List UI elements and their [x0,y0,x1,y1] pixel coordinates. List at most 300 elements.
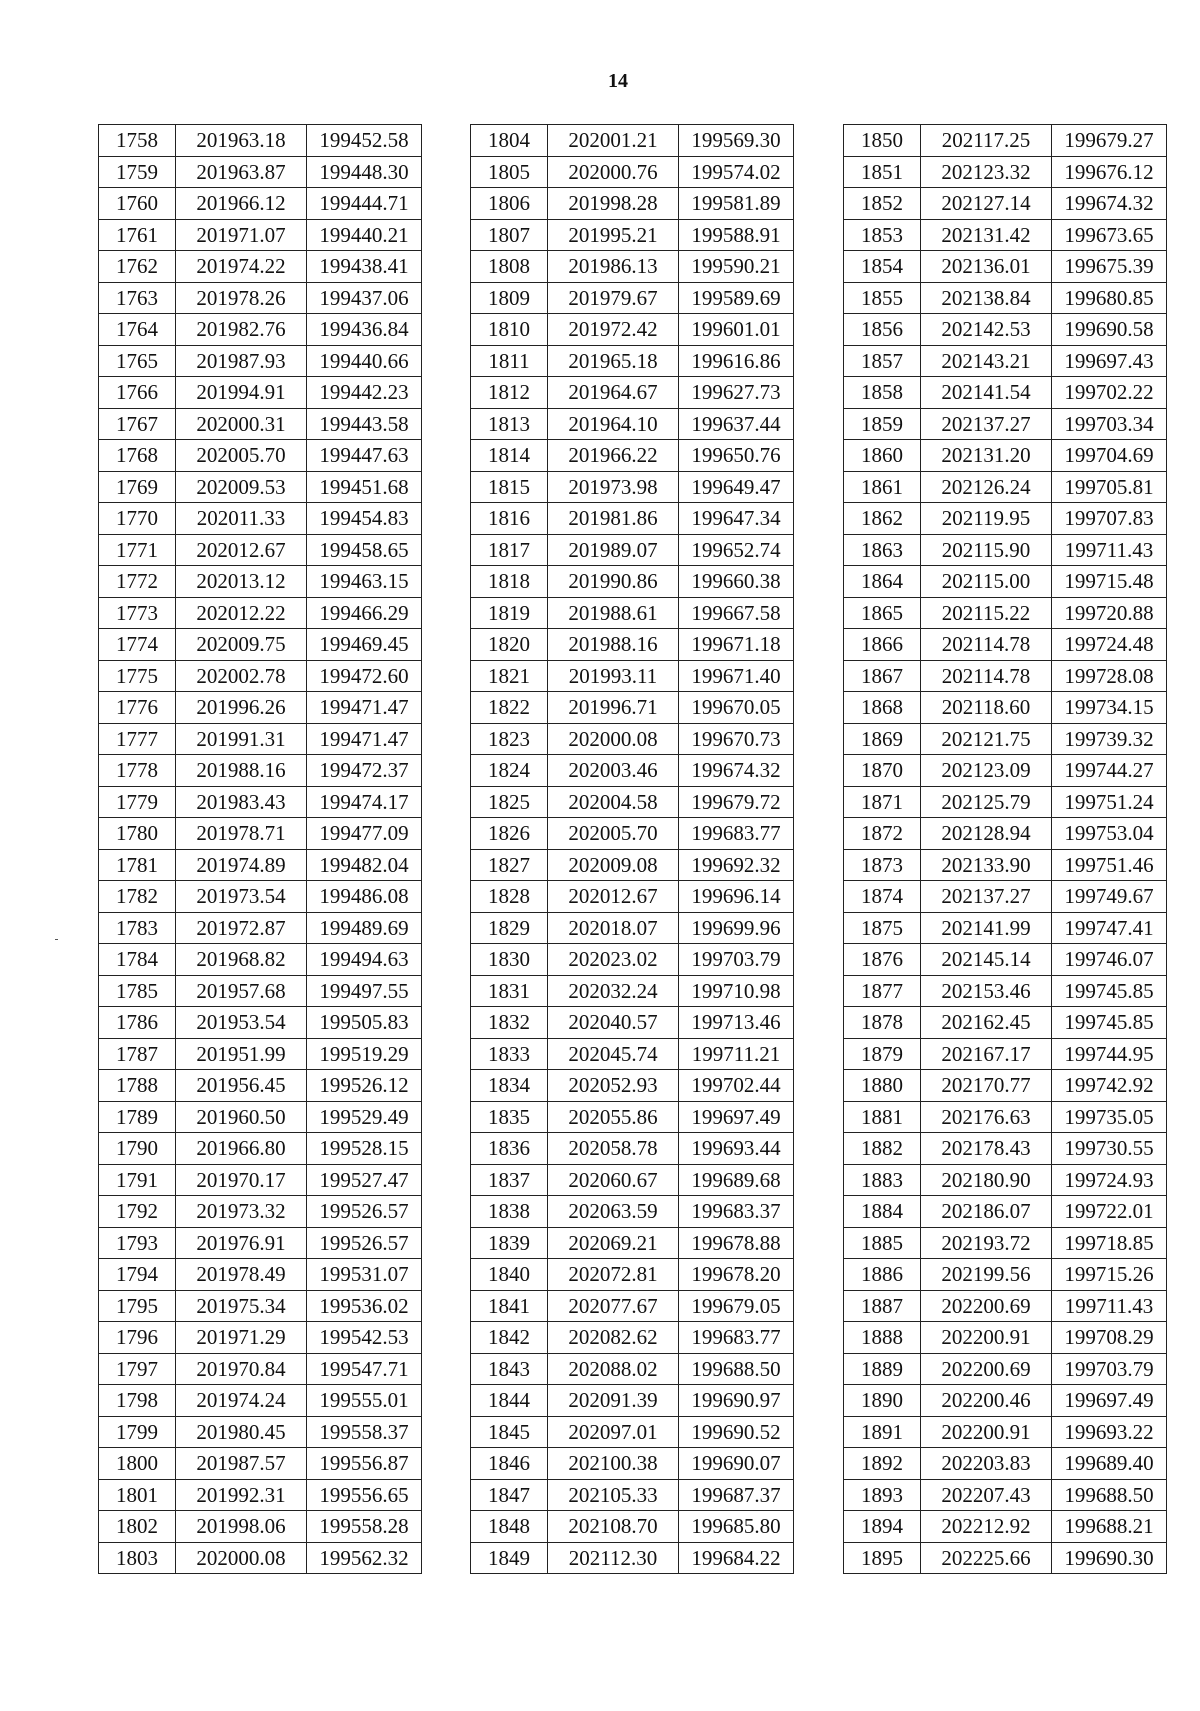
x-coordinate-cell: 202118.60 [921,692,1052,724]
y-coordinate-cell: 199692.32 [679,849,794,881]
table-row [99,1353,422,1385]
x-coordinate-cell: 202072.81 [548,1259,679,1291]
x-coordinate-cell: 202115.00 [921,566,1052,598]
y-coordinate-cell: 199440.21 [307,219,422,251]
y-coordinate-cell: 199670.05 [679,692,794,724]
table-row [471,440,794,472]
table-row [844,975,1167,1007]
y-coordinate-cell: 199685.80 [679,1511,794,1543]
x-coordinate-cell: 202200.46 [921,1385,1052,1417]
point-number-cell: 1782 [99,881,176,913]
y-coordinate-cell: 199670.73 [679,723,794,755]
x-coordinate-cell: 201963.18 [176,125,307,157]
x-coordinate-cell: 202011.33 [176,503,307,535]
point-number-cell: 1891 [844,1416,921,1448]
y-coordinate-cell: 199678.88 [679,1227,794,1259]
table-row [471,1007,794,1039]
x-coordinate-cell: 202009.75 [176,629,307,661]
y-coordinate-cell: 199742.92 [1052,1070,1167,1102]
y-coordinate-cell: 199684.22 [679,1542,794,1574]
point-number-cell: 1820 [471,629,548,661]
point-number-cell: 1764 [99,314,176,346]
y-coordinate-cell: 199702.22 [1052,377,1167,409]
table-row [844,471,1167,503]
y-coordinate-cell: 199679.72 [679,786,794,818]
point-number-cell: 1838 [471,1196,548,1228]
point-number-cell: 1849 [471,1542,548,1574]
x-coordinate-cell: 201953.54 [176,1007,307,1039]
y-coordinate-cell: 199710.98 [679,975,794,1007]
y-coordinate-cell: 199482.04 [307,849,422,881]
x-coordinate-cell: 201951.99 [176,1038,307,1070]
point-number-cell: 1793 [99,1227,176,1259]
x-coordinate-cell: 201979.67 [548,282,679,314]
y-coordinate-cell: 199574.02 [679,156,794,188]
table-row [99,1448,422,1480]
point-number-cell: 1865 [844,597,921,629]
x-coordinate-cell: 202063.59 [548,1196,679,1228]
point-number-cell: 1881 [844,1101,921,1133]
table-row [471,1511,794,1543]
x-coordinate-cell: 202009.53 [176,471,307,503]
table-row [844,534,1167,566]
table-row [471,786,794,818]
point-number-cell: 1885 [844,1227,921,1259]
point-number-cell: 1800 [99,1448,176,1480]
y-coordinate-cell: 199744.27 [1052,755,1167,787]
x-coordinate-cell: 202001.21 [548,125,679,157]
point-number-cell: 1886 [844,1259,921,1291]
table-row [844,881,1167,913]
point-number-cell: 1825 [471,786,548,818]
table-row [844,282,1167,314]
table-row [99,723,422,755]
point-number-cell: 1804 [471,125,548,157]
x-coordinate-cell: 202060.67 [548,1164,679,1196]
coordinate-table-2 [470,124,794,1574]
table-row [99,1511,422,1543]
y-coordinate-cell: 199529.49 [307,1101,422,1133]
x-coordinate-cell: 201989.07 [548,534,679,566]
y-coordinate-cell: 199526.12 [307,1070,422,1102]
y-coordinate-cell: 199683.37 [679,1196,794,1228]
point-number-cell: 1862 [844,503,921,535]
point-number-cell: 1785 [99,975,176,1007]
point-number-cell: 1796 [99,1322,176,1354]
x-coordinate-cell: 201972.42 [548,314,679,346]
x-coordinate-cell: 202045.74 [548,1038,679,1070]
y-coordinate-cell: 199647.34 [679,503,794,535]
x-coordinate-cell: 202005.70 [548,818,679,850]
point-number-cell: 1874 [844,881,921,913]
table-row [471,1133,794,1165]
table-row [844,944,1167,976]
table-row [99,440,422,472]
y-coordinate-cell: 199443.58 [307,408,422,440]
point-number-cell: 1855 [844,282,921,314]
table-row [471,1322,794,1354]
point-number-cell: 1833 [471,1038,548,1070]
y-coordinate-cell: 199690.30 [1052,1542,1167,1574]
table-row [471,1164,794,1196]
table-row [99,1542,422,1574]
table-row [99,1259,422,1291]
y-coordinate-cell: 199673.65 [1052,219,1167,251]
y-coordinate-cell: 199690.97 [679,1385,794,1417]
point-number-cell: 1884 [844,1196,921,1228]
point-number-cell: 1836 [471,1133,548,1165]
x-coordinate-cell: 201996.71 [548,692,679,724]
point-number-cell: 1845 [471,1416,548,1448]
table-row [471,1290,794,1322]
x-coordinate-cell: 202212.92 [921,1511,1052,1543]
x-coordinate-cell: 202055.86 [548,1101,679,1133]
y-coordinate-cell: 199528.15 [307,1133,422,1165]
table-row [471,660,794,692]
x-coordinate-cell: 202018.07 [548,912,679,944]
point-number-cell: 1766 [99,377,176,409]
table-row [99,1416,422,1448]
y-coordinate-cell: 199652.74 [679,534,794,566]
y-coordinate-cell: 199715.48 [1052,566,1167,598]
point-number-cell: 1777 [99,723,176,755]
y-coordinate-cell: 199687.37 [679,1479,794,1511]
point-number-cell: 1824 [471,755,548,787]
table-row [844,755,1167,787]
point-number-cell: 1863 [844,534,921,566]
x-coordinate-cell: 201974.22 [176,251,307,283]
y-coordinate-cell: 199708.29 [1052,1322,1167,1354]
table-row [471,282,794,314]
point-number-cell: 1761 [99,219,176,251]
table-row [471,1479,794,1511]
y-coordinate-cell: 199689.68 [679,1164,794,1196]
point-number-cell: 1851 [844,156,921,188]
table-row [99,1101,422,1133]
point-number-cell: 1895 [844,1542,921,1574]
y-coordinate-cell: 199734.15 [1052,692,1167,724]
table-row [471,1259,794,1291]
y-coordinate-cell: 199526.57 [307,1227,422,1259]
y-coordinate-cell: 199675.39 [1052,251,1167,283]
y-coordinate-cell: 199536.02 [307,1290,422,1322]
y-coordinate-cell: 199627.73 [679,377,794,409]
x-coordinate-cell: 201986.13 [548,251,679,283]
table-row [471,881,794,913]
table-row [99,975,422,1007]
x-coordinate-cell: 201992.31 [176,1479,307,1511]
point-number-cell: 1812 [471,377,548,409]
y-coordinate-cell: 199637.44 [679,408,794,440]
table-row [471,723,794,755]
y-coordinate-cell: 199472.37 [307,755,422,787]
y-coordinate-cell: 199667.58 [679,597,794,629]
y-coordinate-cell: 199753.04 [1052,818,1167,850]
point-number-cell: 1805 [471,156,548,188]
point-number-cell: 1861 [844,471,921,503]
y-coordinate-cell: 199469.45 [307,629,422,661]
x-coordinate-cell: 201995.21 [548,219,679,251]
y-coordinate-cell: 199542.53 [307,1322,422,1354]
point-number-cell: 1778 [99,755,176,787]
table-row [471,188,794,220]
y-coordinate-cell: 199471.47 [307,723,422,755]
y-coordinate-cell: 199749.67 [1052,881,1167,913]
y-coordinate-cell: 199711.43 [1052,534,1167,566]
y-coordinate-cell: 199678.20 [679,1259,794,1291]
x-coordinate-cell: 202114.78 [921,660,1052,692]
point-number-cell: 1875 [844,912,921,944]
x-coordinate-cell: 202167.17 [921,1038,1052,1070]
table-row [471,377,794,409]
table-row [844,1416,1167,1448]
table-row [471,629,794,661]
table-row [471,1542,794,1574]
point-number-cell: 1878 [844,1007,921,1039]
y-coordinate-cell: 199702.44 [679,1070,794,1102]
table-row [471,692,794,724]
point-number-cell: 1772 [99,566,176,598]
y-coordinate-cell: 199442.23 [307,377,422,409]
point-number-cell: 1890 [844,1385,921,1417]
point-number-cell: 1870 [844,755,921,787]
x-coordinate-cell: 202002.78 [176,660,307,692]
y-coordinate-cell: 199526.57 [307,1196,422,1228]
point-number-cell: 1894 [844,1511,921,1543]
x-coordinate-cell: 202180.90 [921,1164,1052,1196]
point-number-cell: 1818 [471,566,548,598]
table-row [844,1101,1167,1133]
x-coordinate-cell: 201996.26 [176,692,307,724]
table-row [99,566,422,598]
point-number-cell: 1775 [99,660,176,692]
x-coordinate-cell: 201974.24 [176,1385,307,1417]
point-number-cell: 1781 [99,849,176,881]
x-coordinate-cell: 201993.11 [548,660,679,692]
x-coordinate-cell: 201964.10 [548,408,679,440]
point-number-cell: 1822 [471,692,548,724]
x-coordinate-cell: 201956.45 [176,1070,307,1102]
table-row [99,629,422,661]
y-coordinate-cell: 199715.26 [1052,1259,1167,1291]
table-row [844,1196,1167,1228]
table-row [99,188,422,220]
point-number-cell: 1768 [99,440,176,472]
table-row [99,1290,422,1322]
table-row [844,1259,1167,1291]
point-number-cell: 1866 [844,629,921,661]
x-coordinate-cell: 202004.58 [548,786,679,818]
y-coordinate-cell: 199697.49 [1052,1385,1167,1417]
y-coordinate-cell: 199697.49 [679,1101,794,1133]
point-number-cell: 1808 [471,251,548,283]
point-number-cell: 1795 [99,1290,176,1322]
x-coordinate-cell: 202069.21 [548,1227,679,1259]
x-coordinate-cell: 202176.63 [921,1101,1052,1133]
y-coordinate-cell: 199705.81 [1052,471,1167,503]
table-row [99,1479,422,1511]
x-coordinate-cell: 202121.75 [921,723,1052,755]
point-number-cell: 1821 [471,660,548,692]
point-number-cell: 1831 [471,975,548,1007]
table-row [844,1133,1167,1165]
x-coordinate-cell: 202137.27 [921,408,1052,440]
y-coordinate-cell: 199497.55 [307,975,422,1007]
x-coordinate-cell: 201972.87 [176,912,307,944]
point-number-cell: 1803 [99,1542,176,1574]
table-row [471,408,794,440]
table-row [99,944,422,976]
table-row [844,1448,1167,1480]
table-row [471,1101,794,1133]
point-number-cell: 1801 [99,1479,176,1511]
point-number-cell: 1788 [99,1070,176,1102]
x-coordinate-cell: 202023.02 [548,944,679,976]
table-row [844,314,1167,346]
table-row [471,912,794,944]
table-row [471,818,794,850]
x-coordinate-cell: 202200.69 [921,1290,1052,1322]
x-coordinate-cell: 202052.93 [548,1070,679,1102]
table-row [471,975,794,1007]
table-row [471,944,794,976]
y-coordinate-cell: 199486.08 [307,881,422,913]
table-row [844,219,1167,251]
table-row [844,1227,1167,1259]
table-row [844,1164,1167,1196]
y-coordinate-cell: 199447.63 [307,440,422,472]
table-row [471,345,794,377]
x-coordinate-cell: 202178.43 [921,1133,1052,1165]
point-number-cell: 1806 [471,188,548,220]
point-number-cell: 1780 [99,818,176,850]
point-number-cell: 1784 [99,944,176,976]
x-coordinate-cell: 202097.01 [548,1416,679,1448]
x-coordinate-cell: 201973.98 [548,471,679,503]
y-coordinate-cell: 199703.79 [1052,1353,1167,1385]
table-row [99,1322,422,1354]
table-row [99,755,422,787]
point-number-cell: 1858 [844,377,921,409]
x-coordinate-cell: 201994.91 [176,377,307,409]
point-number-cell: 1852 [844,188,921,220]
y-coordinate-cell: 199671.18 [679,629,794,661]
x-coordinate-cell: 201978.71 [176,818,307,850]
x-coordinate-cell: 202200.91 [921,1416,1052,1448]
x-coordinate-cell: 201991.31 [176,723,307,755]
x-coordinate-cell: 202091.39 [548,1385,679,1417]
table-row [471,156,794,188]
point-number-cell: 1791 [99,1164,176,1196]
point-number-cell: 1889 [844,1353,921,1385]
x-coordinate-cell: 202142.53 [921,314,1052,346]
page-number: 14 [608,70,628,92]
y-coordinate-cell: 199589.69 [679,282,794,314]
y-coordinate-cell: 199674.32 [1052,188,1167,220]
x-coordinate-cell: 201988.61 [548,597,679,629]
x-coordinate-cell: 201973.32 [176,1196,307,1228]
point-number-cell: 1841 [471,1290,548,1322]
y-coordinate-cell: 199690.07 [679,1448,794,1480]
y-coordinate-cell: 199747.41 [1052,912,1167,944]
y-coordinate-cell: 199650.76 [679,440,794,472]
x-coordinate-cell: 202013.12 [176,566,307,598]
point-number-cell: 1871 [844,786,921,818]
x-coordinate-cell: 202115.22 [921,597,1052,629]
y-coordinate-cell: 199676.12 [1052,156,1167,188]
y-coordinate-cell: 199688.50 [679,1353,794,1385]
y-coordinate-cell: 199505.83 [307,1007,422,1039]
table-row [99,1007,422,1039]
table-row [471,1227,794,1259]
x-coordinate-cell: 202131.20 [921,440,1052,472]
table-row [99,1133,422,1165]
table-row [99,156,422,188]
point-number-cell: 1879 [844,1038,921,1070]
table-row [471,471,794,503]
table-row [99,912,422,944]
y-coordinate-cell: 199454.83 [307,503,422,535]
y-coordinate-cell: 199448.30 [307,156,422,188]
point-number-cell: 1880 [844,1070,921,1102]
point-number-cell: 1846 [471,1448,548,1480]
y-coordinate-cell: 199724.93 [1052,1164,1167,1196]
table-row [99,692,422,724]
point-number-cell: 1828 [471,881,548,913]
x-coordinate-cell: 201966.12 [176,188,307,220]
x-coordinate-cell: 202082.62 [548,1322,679,1354]
point-number-cell: 1786 [99,1007,176,1039]
table-row [99,377,422,409]
point-number-cell: 1799 [99,1416,176,1448]
point-number-cell: 1815 [471,471,548,503]
y-coordinate-cell: 199746.07 [1052,944,1167,976]
point-number-cell: 1864 [844,566,921,598]
y-coordinate-cell: 199569.30 [679,125,794,157]
point-number-cell: 1797 [99,1353,176,1385]
y-coordinate-cell: 199699.96 [679,912,794,944]
point-number-cell: 1835 [471,1101,548,1133]
point-number-cell: 1832 [471,1007,548,1039]
point-number-cell: 1811 [471,345,548,377]
y-coordinate-cell: 199489.69 [307,912,422,944]
table-row [99,818,422,850]
y-coordinate-cell: 199556.87 [307,1448,422,1480]
y-coordinate-cell: 199463.15 [307,566,422,598]
table-row [844,156,1167,188]
x-coordinate-cell: 202143.21 [921,345,1052,377]
y-coordinate-cell: 199556.65 [307,1479,422,1511]
table-row [844,1542,1167,1574]
point-number-cell: 1779 [99,786,176,818]
y-coordinate-cell: 199735.05 [1052,1101,1167,1133]
x-coordinate-cell: 202128.94 [921,818,1052,850]
y-coordinate-cell: 199703.79 [679,944,794,976]
y-coordinate-cell: 199590.21 [679,251,794,283]
table-row [844,849,1167,881]
x-coordinate-cell: 201987.93 [176,345,307,377]
y-coordinate-cell: 199671.40 [679,660,794,692]
y-coordinate-cell: 199458.65 [307,534,422,566]
point-number-cell: 1794 [99,1259,176,1291]
table-row [99,503,422,535]
x-coordinate-cell: 202127.14 [921,188,1052,220]
y-coordinate-cell: 199444.71 [307,188,422,220]
point-number-cell: 1869 [844,723,921,755]
y-coordinate-cell: 199703.34 [1052,408,1167,440]
x-coordinate-cell: 202000.08 [176,1542,307,1574]
x-coordinate-cell: 202125.79 [921,786,1052,818]
